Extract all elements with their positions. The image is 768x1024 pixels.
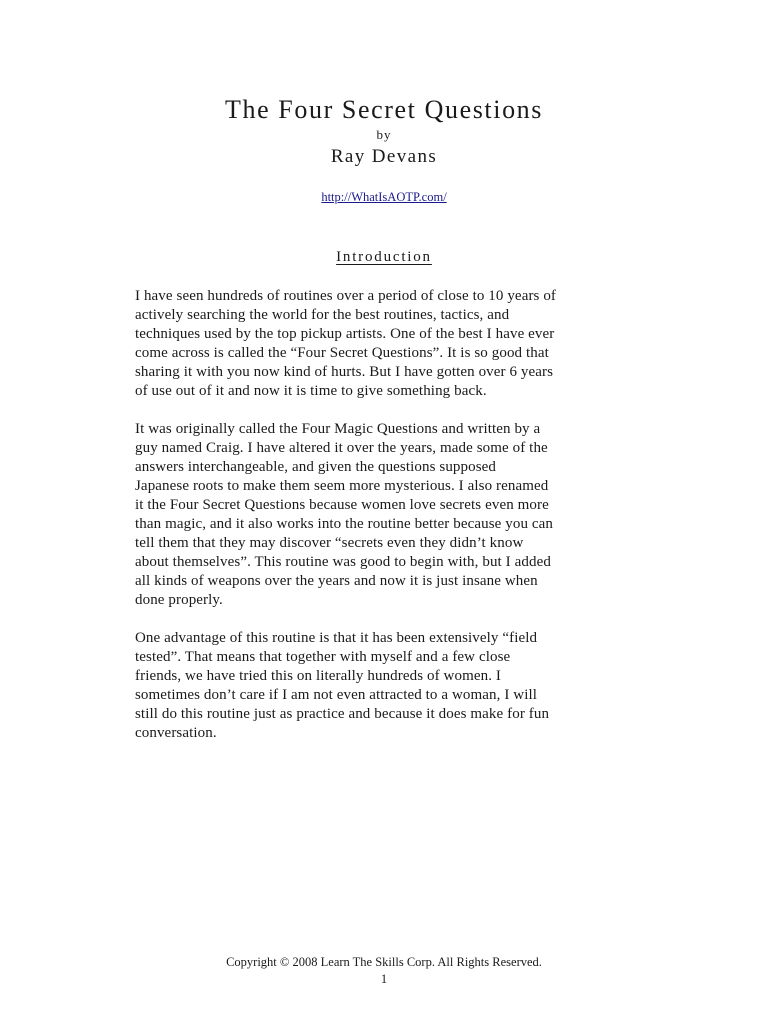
text-line: done properly.: [135, 592, 223, 608]
text-line: still do this routine just as practice and because it does make for fun: [135, 706, 550, 722]
text-line: It was originally called the Four Magic Questions and written by a: [135, 421, 541, 437]
page-number: 1: [380, 972, 388, 986]
text-line: it the Four Secret Questions because women love secrets even more: [135, 497, 549, 513]
author-name: Ray Devans: [330, 146, 438, 167]
paragraph: [135, 420, 635, 610]
text-line: tested”. That means that together with myself and a few close: [135, 649, 511, 665]
text-line: sharing it with you now kind of hurts. But I have gotten over 6 years: [135, 364, 554, 380]
section-heading-text: Introduction: [336, 249, 432, 265]
text-line: sometimes don’t care if I am not even attracted to a woman, I will: [135, 687, 538, 703]
text-line: all kinds of weapons over the years and now it is just insane when: [135, 573, 538, 589]
text-line: I have seen hundreds of routines over a period of close to 10 years of: [135, 288, 557, 304]
body-text: [135, 287, 635, 762]
section-heading: [0, 249, 768, 266]
text-line: come across is called the “Four Secret Questions”. It is so good that: [135, 345, 549, 361]
text-line: about themselves”. This routine was good to begin with, but I added: [135, 554, 551, 570]
byline-by: by: [376, 127, 392, 142]
text-line: guy named Craig. I have altered it over the years, made some of the: [135, 440, 548, 456]
website-link-container: [0, 190, 768, 205]
text-line: techniques used by the top pickup artists. One of the best I have ever: [135, 326, 555, 342]
text-line: than magic, and it also works into the routine better because you can: [135, 516, 554, 532]
text-line: One advantage of this routine is that it has been extensively “field: [135, 630, 538, 646]
text-line: Japanese roots to make them seem more mysterious. I also renamed: [135, 478, 549, 494]
website-link[interactable]: http://WhatIsAOTP.com/: [321, 190, 447, 204]
copyright-footer: Copyright © 2008 Learn The Skills Corp. All Rights Reserved.: [226, 955, 542, 969]
text-line: conversation.: [135, 725, 217, 741]
paragraph: [135, 287, 635, 401]
document-title: The Four Secret Questions: [224, 95, 543, 124]
text-line: friends, we have tried this on literally hundreds of women. I: [135, 668, 502, 684]
text-line: answers interchangeable, and given the questions supposed: [135, 459, 497, 475]
text-line: tell them that they may discover “secrets even they didn’t know: [135, 535, 524, 551]
paragraph: [135, 629, 635, 743]
text-line: of use out of it and now it is time to give something back.: [135, 383, 487, 399]
text-line: actively searching the world for the best routines, tactics, and: [135, 307, 510, 323]
